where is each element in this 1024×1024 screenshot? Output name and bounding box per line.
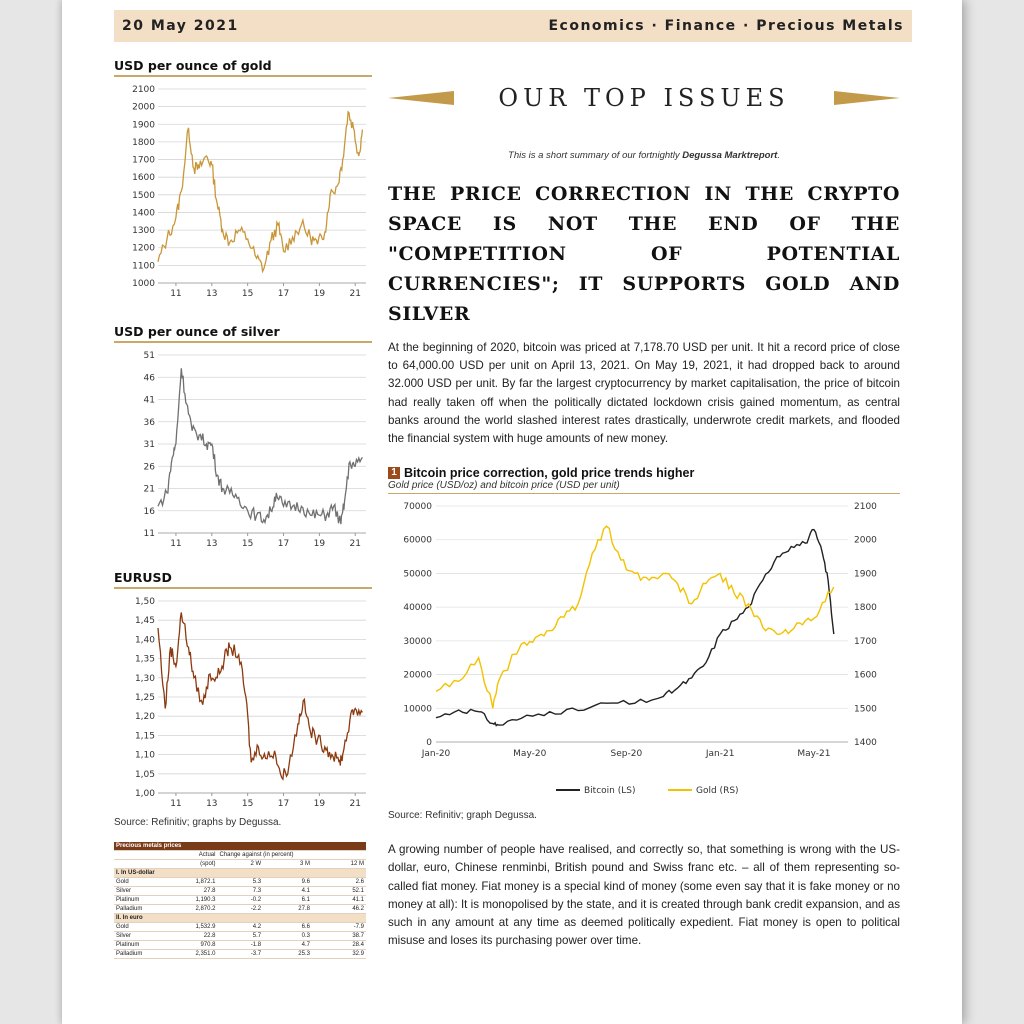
silver-chart-panel [114,324,372,555]
table-cell-c2: 6.1 [263,896,312,905]
table-cell-actual: 22.8 [172,932,218,941]
table-cell-c3: 38.7 [312,932,366,941]
y-tick-label: 21 [143,484,155,495]
summary-publication: Degussa Marktreport [682,150,778,161]
x-tick-label: Jan-21 [705,749,735,760]
y-tick-label: 1,40 [134,635,155,646]
y-left-tick-label: 0 [426,738,432,749]
y-tick-label: 16 [143,506,155,517]
summary-line [388,150,900,161]
x-tick-label: 17 [277,799,290,809]
y-right-tick-label: 1400 [854,738,877,749]
y-left-tick-label: 10000 [403,704,432,715]
table-section-row [114,914,366,923]
y-tick-label: 2000 [132,102,155,113]
table-cell-c1: 7.3 [217,887,263,896]
figure-title: Bitcoin price correction, gold price trends higher [404,466,695,481]
y-tick-label: 1500 [132,190,155,201]
report-date: 20 May 2021 [122,18,239,34]
paragraph-2: A growing number of people have realised, and correctly so, that something is wrong with the US-dollar, euro, Chinese renminbi, British pound and Swiss franc etc. – all of them representing so-called fiat money. Fiat money is a special kind of money (some even say that it is fake money or no money at all): It is monopolised by the state, and it is created through bank credit expansion, and as such in any amount at any time as deemed politically expedient. Fiat money is open to political misuse and loses its purchasing power over time. [388,843,900,948]
y-left-tick-label: 30000 [403,637,432,648]
table-cell-c1: -0.2 [217,896,263,905]
col-actual: Actual [172,851,218,860]
table-cell-c3: 28.4 [312,941,366,950]
x-tick-label: 19 [313,799,326,809]
table-cell-metal: Platinum [114,896,172,905]
left-arrow-icon [388,90,454,106]
table-cell-actual: 1,872.1 [172,878,218,887]
y-tick-label: 1,05 [134,769,155,780]
table-cell-c2: 4.1 [263,887,312,896]
eurusd-chart-title: EURUSD [114,570,372,589]
y-right-tick-label: 1500 [854,704,877,715]
y-left-tick-label: 40000 [403,603,432,614]
y-tick-label: 1,20 [134,712,155,723]
y-left-tick-label: 20000 [403,670,432,681]
header-band [114,10,912,42]
gold-chart [114,77,372,299]
table-cell-actual: 27.8 [172,887,218,896]
table-cell-c3: 2.6 [312,878,366,887]
precious-metals-table [114,842,366,959]
table-cell-actual: 1,190.3 [172,896,218,905]
col-change: Change against (in percent) [217,851,366,860]
y-right-tick-label: 1900 [854,569,877,580]
col-period-1: 2 W [217,860,263,869]
y-tick-label: 51 [143,351,155,361]
table-cell-metal: Silver [114,932,172,941]
table-cell-c2: 6.6 [263,923,312,932]
gold-chart-panel [114,58,372,299]
table-cell-c1: 5.7 [217,932,263,941]
x-tick-label: 15 [241,539,254,549]
table-row [114,896,366,905]
x-tick-label: 13 [206,539,218,549]
y-tick-label: 36 [143,417,155,428]
summary-suffix: . [777,150,780,161]
y-tick-label: 1900 [132,120,155,131]
section-header [388,78,900,118]
table-row [114,887,366,896]
col-spot: (spot) [172,860,218,869]
x-tick-label: 15 [241,799,254,809]
figure-header [388,466,900,480]
x-tick-label: May-21 [797,749,831,760]
table-header-row [114,851,366,860]
table-title: Precious metals prices [114,842,366,851]
silver-chart-title: USD per ounce of silver [114,324,372,343]
y-right-tick-label: 2100 [854,502,877,513]
table-cell-actual: 970.8 [172,941,218,950]
table-cell-c3: 52.1 [312,887,366,896]
report-page [62,0,962,1024]
eurusd-chart [114,589,372,815]
x-tick-label: Jan-20 [421,749,451,760]
series-line-1 [436,526,834,708]
section-title: OUR TOP ISSUES [498,84,790,112]
table-cell-c2: 0.3 [263,932,312,941]
y-left-tick-label: 50000 [403,569,432,580]
y-tick-label: 1,30 [134,673,155,684]
table-section-label: I. In US-dollar [114,869,366,878]
table-cell-metal: Palladium [114,905,172,914]
x-tick-label: 11 [170,799,182,809]
table-cell-actual: 2,351.0 [172,950,218,959]
y-tick-label: 46 [143,373,155,384]
paragraph-1: At the beginning of 2020, bitcoin was priced at 7,178.70 USD per unit. It hit a record price of close to 64,000.00 USD per unit on April 13, 2021. On May 19, 2021, it had dropped back to around 32.000 USD per unit. By far the largest cryptocurrency by market capitalisation, the price of bitcoin had really taken off when the politically dictated lockdown crisis gained momentum, as central banks around the world slashed interest rates drastically, underwrote credit markets, and flooded the financial system with huge amounts of new money. [388,341,900,446]
table-cell-c3: -7.9 [312,923,366,932]
table-cell-metal: Platinum [114,941,172,950]
x-tick-label: 11 [170,289,182,299]
left-source: Source: Refinitiv; graphs by Degussa. [114,817,282,828]
legend-label: Bitcoin (LS) [584,786,636,797]
table-cell-c3: 41.1 [312,896,366,905]
x-tick-label: 17 [277,289,290,299]
table-section-label: II. In euro [114,914,366,923]
table-cell-c2: 27.8 [263,905,312,914]
y-tick-label: 1,00 [134,789,155,799]
table-cell-c1: -2.2 [217,905,263,914]
table-cell-c2: 4.7 [263,941,312,950]
table-cell-metal: Gold [114,878,172,887]
x-tick-label: 21 [349,799,361,809]
x-tick-label: 11 [170,539,182,549]
figure-source: Source: Refinitiv; graph Degussa. [388,810,537,822]
y-left-tick-label: 70000 [403,502,432,513]
table-cell-actual: 1,532.9 [172,923,218,932]
legend-label: Gold (RS) [696,786,739,797]
x-tick-label: 15 [241,289,254,299]
x-tick-label: May-20 [513,749,547,760]
table-subheader-blank [114,860,172,869]
figure-number: 1 [388,467,400,479]
table-title-row [114,842,366,851]
y-tick-label: 26 [143,462,155,473]
table-cell-metal: Gold [114,923,172,932]
table-cell-c3: 32.9 [312,950,366,959]
table-cell-metal: Silver [114,887,172,896]
article-headline: THE PRICE CORRECTION IN THE CRYPTO SPACE IS NOT THE END OF THE "COMPETITION OF POTENTIAL CURRENCIES"; IT SUPPORTS GOLD AND SILVER [388,183,900,325]
y-tick-label: 1400 [132,208,155,219]
y-tick-label: 1600 [132,173,155,184]
table-cell-c1: -1.8 [217,941,263,950]
series-line [158,613,362,780]
y-tick-label: 11 [143,529,155,539]
table-row [114,932,366,941]
y-tick-label: 1800 [132,137,155,148]
right-column [388,78,900,950]
table-cell-c1: 5.3 [217,878,263,887]
table-row [114,950,366,959]
table-row [114,941,366,950]
x-tick-label: 21 [349,289,361,299]
y-tick-label: 1,15 [134,731,155,742]
table-section-row [114,869,366,878]
table-row [114,905,366,914]
table-cell-c1: -3.7 [217,950,263,959]
y-left-tick-label: 60000 [403,535,432,546]
x-tick-label: 17 [277,539,290,549]
table-header-blank [114,851,172,860]
x-tick-label: 13 [206,799,218,809]
table-cell-actual: 2,870.2 [172,905,218,914]
y-tick-label: 31 [143,440,155,450]
bitcoin-gold-chart [388,494,900,806]
table-cell-c3: 46.2 [312,905,366,914]
y-right-tick-label: 1800 [854,603,877,614]
x-tick-label: 19 [313,539,326,549]
x-tick-label: 21 [349,539,361,549]
y-tick-label: 1300 [132,226,155,237]
x-tick-label: Sep-20 [610,749,643,760]
table-row [114,878,366,887]
table-cell-metal: Palladium [114,950,172,959]
series-line [158,368,362,524]
report-categories: Economics · Finance · Precious Metals [548,18,904,34]
eurusd-chart-panel [114,570,372,828]
y-tick-label: 1,10 [134,750,155,761]
table-row [114,923,366,932]
y-tick-label: 1,35 [134,654,155,665]
table-cell-c2: 9.6 [263,878,312,887]
right-arrow-icon [834,90,900,106]
y-tick-label: 1,50 [134,597,155,607]
summary-prefix: This is a short summary of our fortnightly [508,150,683,161]
table-cell-c1: 4.2 [217,923,263,932]
col-period-3: 12 M [312,860,366,869]
y-right-tick-label: 1700 [854,637,877,648]
table-cell-c2: 25.3 [263,950,312,959]
y-right-tick-label: 1600 [854,670,877,681]
x-tick-label: 13 [206,289,218,299]
table-subheader-row [114,860,366,869]
figure-subtitle: Gold price (USD/oz) and bitcoin price (USD per unit) [388,480,900,494]
table-body [114,869,366,959]
y-tick-label: 1000 [132,279,155,289]
y-tick-label: 1200 [132,243,155,254]
y-right-tick-label: 2000 [854,535,877,546]
y-tick-label: 41 [143,395,155,406]
y-tick-label: 2100 [132,85,155,95]
y-tick-label: 1,25 [134,693,155,703]
y-tick-label: 1,45 [134,616,155,627]
silver-chart [114,343,372,555]
x-tick-label: 19 [313,289,326,299]
y-tick-label: 1700 [132,155,155,166]
gold-chart-title: USD per ounce of gold [114,58,372,77]
y-tick-label: 1100 [132,261,155,272]
col-period-2: 3 M [263,860,312,869]
